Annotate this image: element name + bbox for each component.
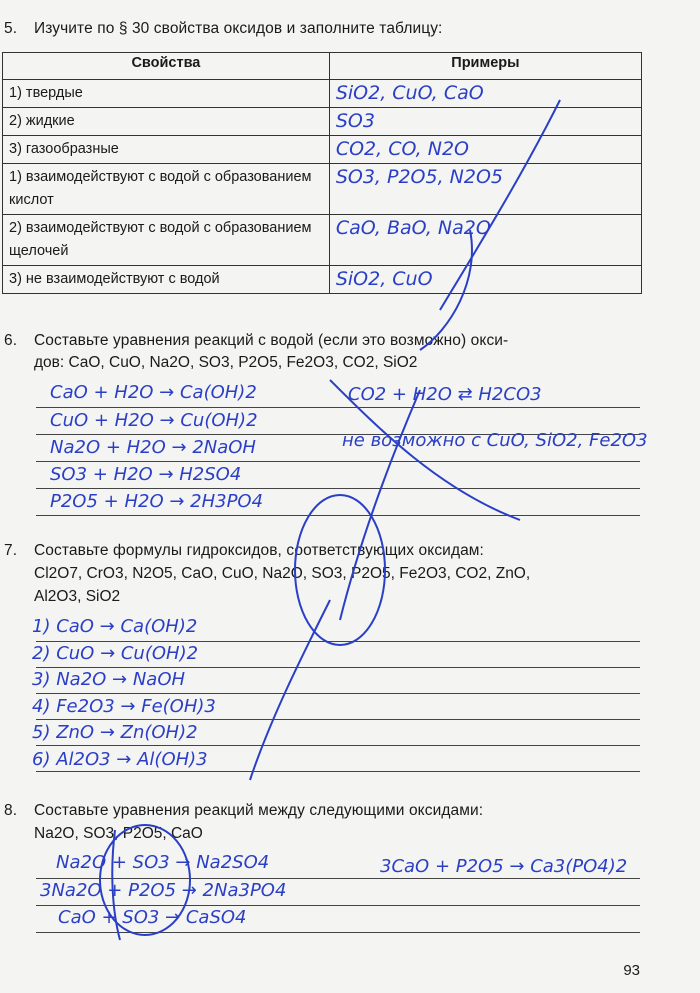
example-cell: CO2, CO, N2O [335, 138, 469, 160]
col-header-examples: Примеры [329, 53, 641, 80]
prop-cell: 1) твердые [3, 80, 330, 108]
task8-text-2: Na2O, SO3, P2O5, CaO [34, 825, 203, 842]
example-cell: SO3, P2O5, N2O5 [335, 166, 504, 188]
example-cell: CaO, BaO, Na2O [335, 217, 491, 239]
answer-line [36, 932, 640, 933]
task7-number: 7. [4, 542, 18, 559]
task7-text-2: Cl2O7, CrO3, N2O5, CaO, CuO, Na2O, SO3, P2O5, Fe2O3, CO2, ZnO, [34, 565, 531, 582]
answer-line [36, 641, 640, 642]
prop-cell: 2) жидкие [3, 108, 330, 136]
hw-answer: 3) Na2O → NaOH [32, 669, 186, 690]
hw-answer: CaO + SO3 → CaSO4 [58, 907, 247, 928]
answer-line [36, 905, 640, 906]
prop-cell: 3) газообразные [3, 136, 330, 164]
answer-line [36, 407, 640, 408]
hw-answer: CuO + H2O → Cu(OH)2 [50, 410, 258, 431]
prop-cell: 1) взаимодействуют с водой с образованием кислот [3, 164, 330, 215]
hw-answer: не возможно с CuO, SiO2, Fe2O3 [342, 430, 648, 451]
hw-answer: 2) CuO → Cu(OH)2 [32, 643, 199, 664]
example-cell: SiO2, CuO [335, 268, 433, 290]
hw-answer: CO2 + H2O ⇄ H2CO3 [348, 384, 542, 405]
hw-answer: 3Na2O + P2O5 → 2Na3PO4 [40, 880, 287, 901]
task7-text-3: Al2O3, SiO2 [34, 588, 121, 605]
hw-answer: 3CaO + P2O5 → Ca3(PO4)2 [380, 856, 628, 877]
answer-line [36, 488, 640, 489]
hw-answer: Na2O + SO3 → Na2SO4 [56, 852, 270, 873]
hw-answer: CaO + H2O → Ca(OH)2 [50, 382, 257, 403]
answer-line [36, 771, 640, 772]
task5-text: Изучите по § 30 свойства оксидов и заполните таблицу: [34, 20, 443, 37]
task6-text-1: Составьте уравнения реакций с водой (если это возможно) окси- [34, 332, 509, 349]
prop-cell: 2) взаимодействуют с водой с образованием щелочей [3, 215, 330, 266]
table-row [3, 108, 642, 136]
answer-line [36, 693, 640, 694]
table-row [3, 164, 642, 215]
table-row [3, 266, 642, 294]
answer-line [36, 515, 640, 516]
task6-heading [4, 330, 508, 352]
answer-line [36, 461, 640, 462]
prop-cell: 3) не взаимодействуют с водой [3, 266, 330, 294]
task8-heading [4, 800, 483, 822]
hw-answer: 6) Al2O3 → Al(OH)3 [32, 749, 208, 770]
example-cell: SO3 [335, 110, 375, 132]
task8-number: 8. [4, 802, 18, 819]
answer-line [36, 719, 640, 720]
hw-answer: 1) CaO → Ca(OH)2 [32, 616, 198, 637]
oxide-properties-table [2, 52, 642, 294]
hw-answer: P2O5 + H2O → 2H3PO4 [50, 491, 264, 512]
answer-line [36, 667, 640, 668]
task8-text-1: Составьте уравнения реакций между следующими оксидами: [34, 802, 484, 819]
task5-heading [4, 18, 442, 40]
col-header-properties: Свойства [3, 53, 330, 80]
answer-line [36, 745, 640, 746]
task6-number: 6. [4, 332, 18, 349]
hw-answer: SO3 + H2O → H2SO4 [50, 464, 242, 485]
task7-text-1: Составьте формулы гидроксидов, соответствующих оксидам: [34, 542, 484, 559]
task7-heading [4, 540, 484, 562]
hw-answer: 5) ZnO → Zn(OH)2 [32, 722, 198, 743]
task6-text-2: дов: CaO, CuO, Na2O, SO3, P2O5, Fe2O3, CO2, SiO2 [34, 354, 418, 371]
hw-answer: Na2O + H2O → 2NaOH [50, 437, 256, 458]
page-number: 93 [623, 962, 640, 979]
table-row [3, 215, 642, 266]
example-cell: SiO2, CuO, CaO [335, 82, 484, 104]
hw-answer: 4) Fe2O3 → Fe(OH)3 [32, 696, 216, 717]
task5-number: 5. [4, 20, 18, 37]
table-row [3, 80, 642, 108]
answer-line [36, 878, 640, 879]
table-row [3, 136, 642, 164]
table-header-row [3, 53, 642, 80]
